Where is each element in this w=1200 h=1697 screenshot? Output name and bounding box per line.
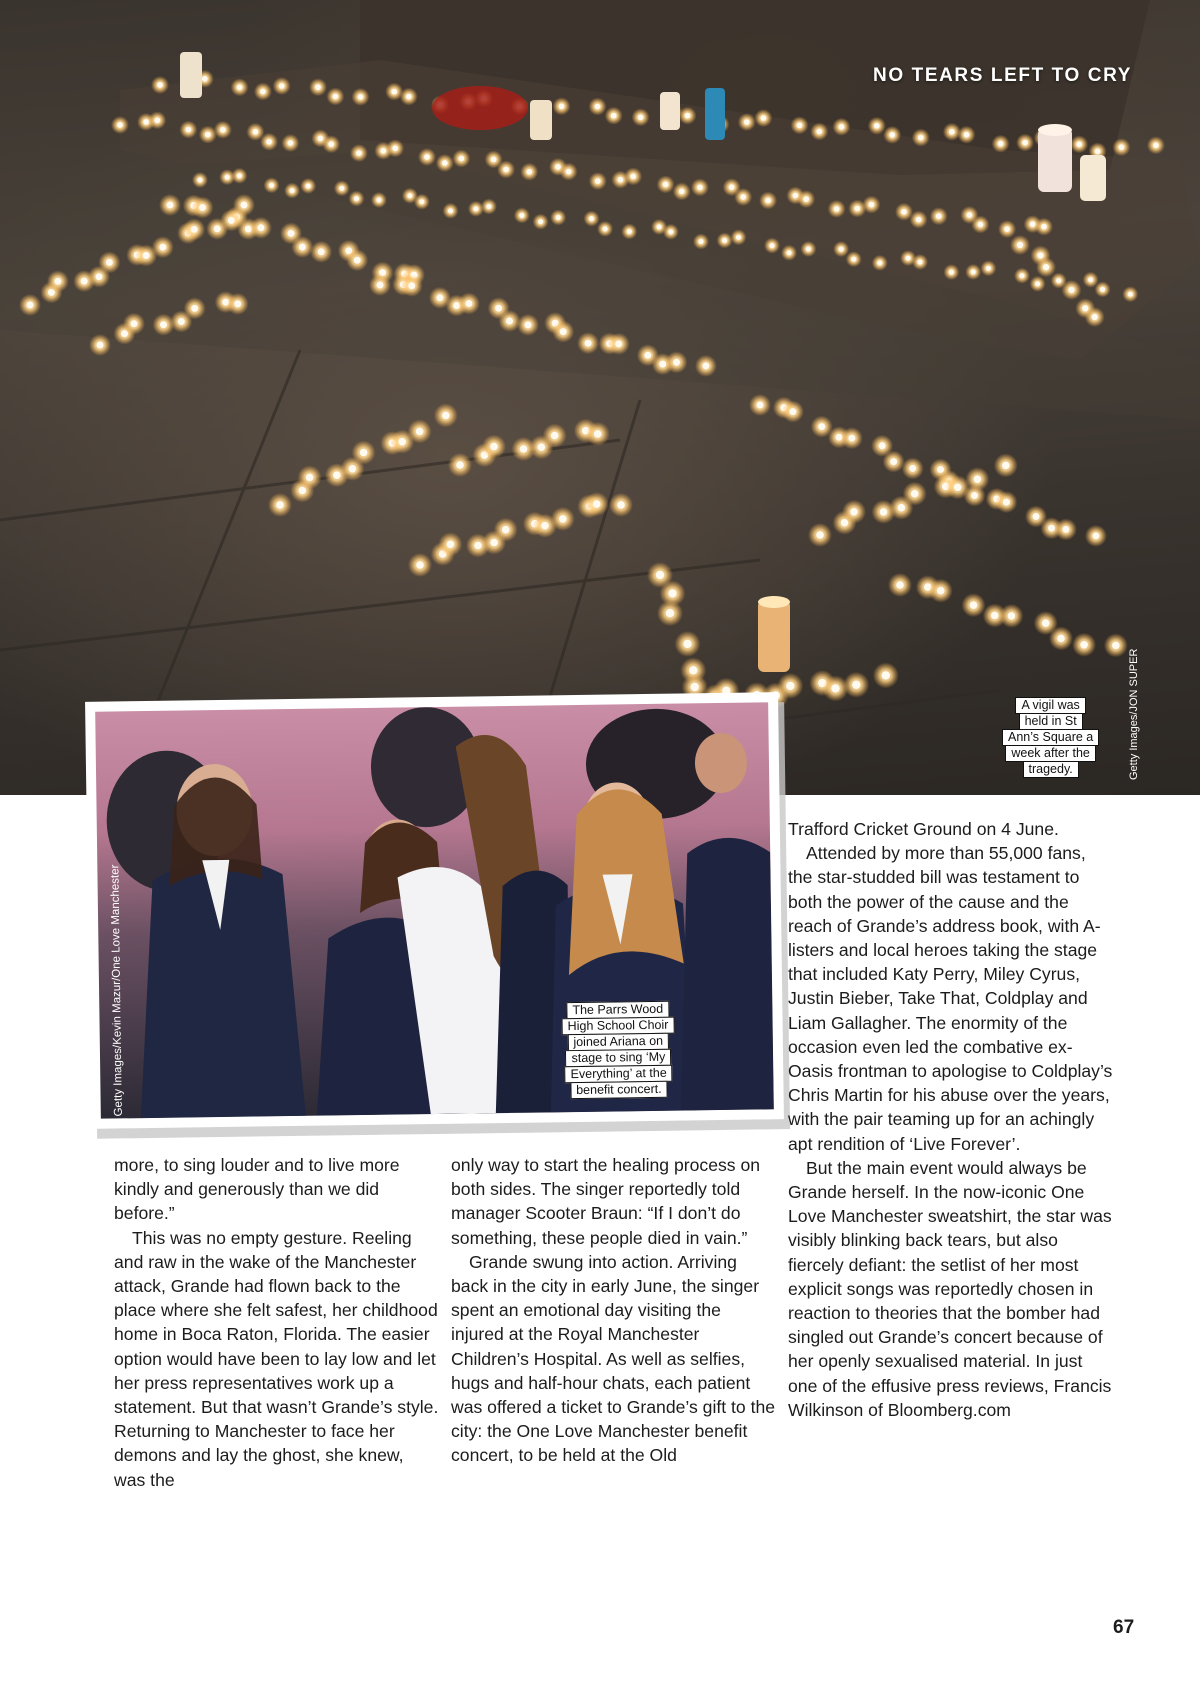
body-column-1 [114, 1153, 439, 1492]
paragraph: Attended by more than 55,000 fans, the star-studded bill was testament to both the power of the cause and the reach of Grande’s address book, with A-listers and local heroes taking the stage that included Katy Perry, Miley Cyrus, Justin Bieber, Take That, Coldplay and Liam Gallagher. The enormity of the occasion even led the combative ex-Oasis frontman to apologise to Coldplay’s Chris Martin for his abuse over the years, with the pair teaming up for an achingly apt rendition of ‘Live Forever’. [788, 843, 1113, 1154]
caption-line: A vigil was [1015, 697, 1085, 714]
caption-line: stage to sing ‘My [565, 1049, 671, 1067]
caption-line: week after the [1005, 745, 1096, 762]
paragraph: Grande swung into action. Arriving back in the city in early June, the singer spent an emotional day visiting the injured at the Royal Manchester Children’s Hospital. As well as selfies, hugs and half-hour chats, each patient was offered a ticket to Grande’s gift to the city: the One Love Manchester benefit concert, to be held at the Old [451, 1251, 776, 1466]
section-label: NO TEARS LEFT TO CRY [873, 65, 1132, 86]
caption-line: Everything’ at the [564, 1065, 672, 1084]
hero-photo-vigil [0, 0, 1200, 795]
caption-line: The Parrs Wood [566, 1001, 669, 1019]
paragraph: But the main event would always be Grande herself. In the now-iconic One Love Manchester sweatshirt, the star was visibly blinking back tears, but also fiercely defiant: the setlist of her most explicit songs was reportedly chosen in reaction to theories that the bomber had singled out Grande’s concert because of her openly sexualised material. In just one of the effusive press reviews, Francis Wilkinson of Bloomberg.com [788, 1157, 1112, 1420]
caption-line: held in St [1019, 713, 1083, 730]
inset-photo-frame [85, 692, 784, 1129]
caption-line: High School Choir [562, 1017, 675, 1036]
paragraph: more, to sing louder and to live more kindly and generously than we did before.” [114, 1155, 400, 1224]
inset-photo-credit: Getty Images/Kevin Mazur/One Love Manchester [109, 864, 125, 1117]
caption-line: Ann’s Square a [1002, 729, 1099, 746]
paragraph: This was no empty gesture. Reeling and raw in the wake of the Manchester attack, Grande had flown back to the place where she felt safest, her childhood home in Boca Raton, Florida. The easier option would have been to lay low and let her press representatives work up a statement. But that wasn’t Grande’s style. Returning to Manchester to face her demons and lay the ghost, she knew, was the [114, 1227, 439, 1490]
paragraph: Trafford Cricket Ground on 4 June. [788, 819, 1059, 839]
hero-photo-caption [1002, 698, 1099, 778]
vigil-candles-illustration [0, 0, 1200, 795]
caption-line: tragedy. [1023, 761, 1079, 778]
caption-line: joined Ariana on [567, 1033, 669, 1051]
inset-photo-choir [95, 702, 774, 1118]
caption-line: benefit concert. [570, 1081, 668, 1099]
body-column-3 [788, 817, 1113, 1422]
hero-photo-credit: Getty Images/JON SUPER [1128, 648, 1140, 780]
body-column-2 [451, 1153, 776, 1468]
paragraph: only way to start the healing process on both sides. The singer reportedly told manager Scooter Braun: “If I don’t do something, these people died in vain.” [451, 1155, 761, 1248]
inset-photo-caption [561, 1002, 675, 1100]
page-number: 67 [1113, 1617, 1135, 1638]
